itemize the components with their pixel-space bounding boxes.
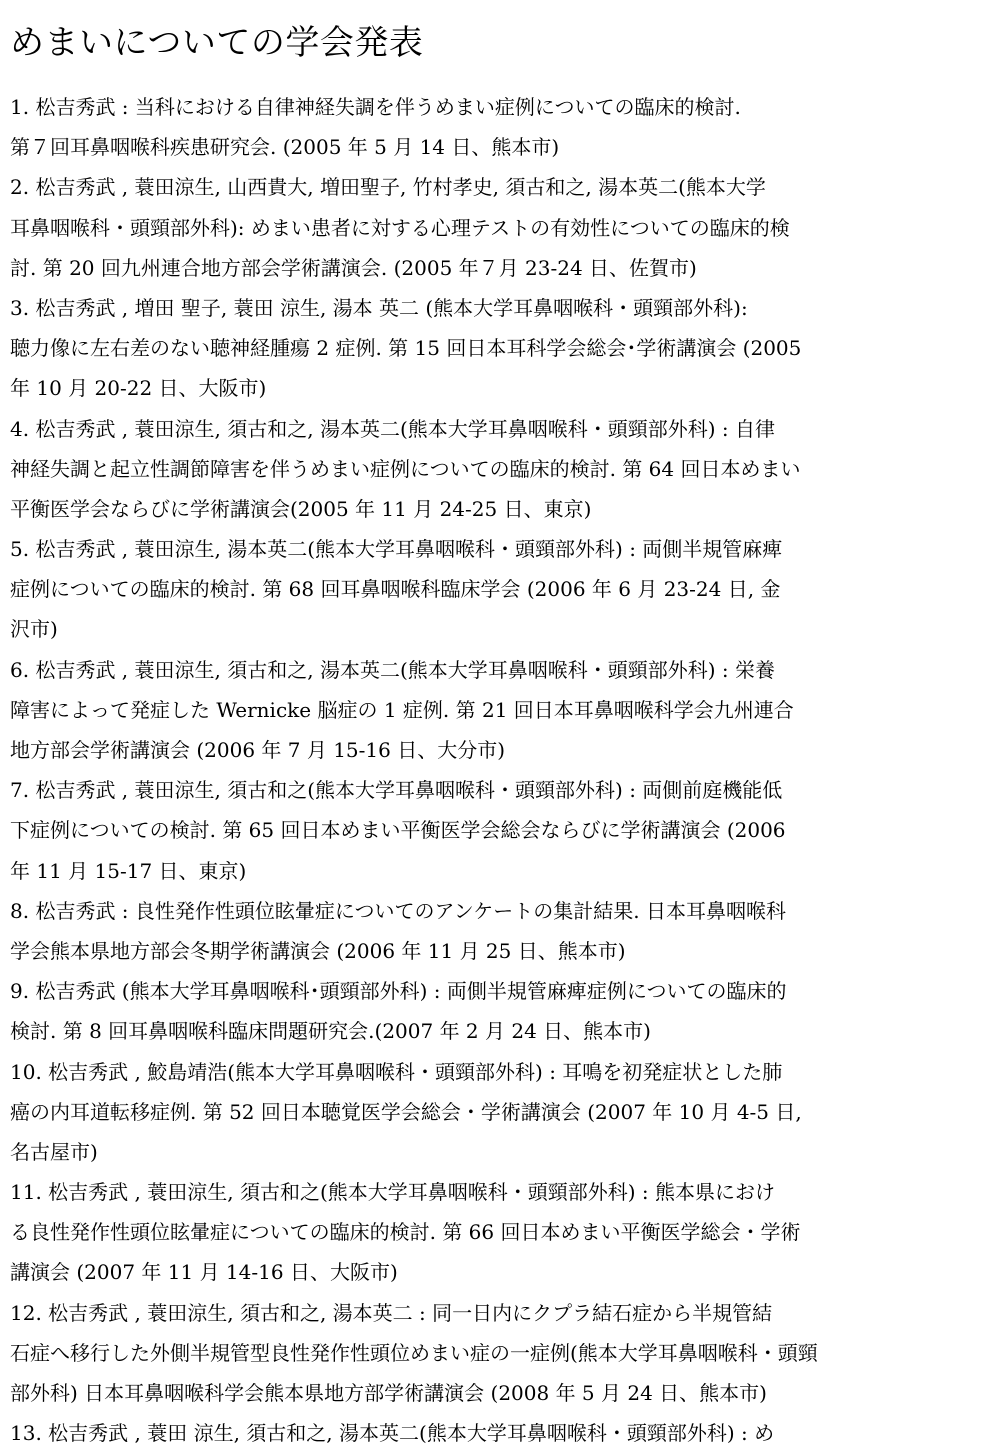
text-line: 6. 松吉秀武 , 蓑田涼生, 須古和之, 湯本英二(熊本大学耳鼻咽喉科・頭頸部外科) : 栄養: [10, 657, 775, 682]
text-line: 平衡医学会ならびに学術講演会(2005 年 11 月 24-25 日、東京): [10, 496, 592, 521]
text-line: 12. 松吉秀武 , 蓑田涼生, 須古和之, 湯本英二 : 同一日内にクプラ結石症から半規管結: [10, 1300, 773, 1325]
text-line: 石症へ移行した外側半規管型良性発作性頭位めまい症の一症例(熊本大学耳鼻咽喉科・頭頸: [10, 1340, 818, 1365]
text-line: 部外科) 日本耳鼻咽喉科学会熊本県地方部学術講演会 (2008 年 5 月 24 日、熊本市): [10, 1381, 767, 1405]
page-title: めまいについての学会発表: [10, 23, 424, 63]
text-line: 3. 松吉秀武 , 増田 聖子, 蓑田 涼生, 湯本 英二 (熊本大学耳鼻咽喉科・頭頸部外科):: [10, 295, 748, 320]
text-line: 4. 松吉秀武 , 蓑田涼生, 須古和之, 湯本英二(熊本大学耳鼻咽喉科・頭頸部外科) : 自律: [10, 416, 775, 441]
text-line: 11. 松吉秀武 , 蓑田涼生, 須古和之(熊本大学耳鼻咽喉科・頭頸部外科) : 熊本県におけ: [10, 1180, 776, 1205]
text-line: 10. 松吉秀武 , 鮫島靖浩(熊本大学耳鼻咽喉科・頭頸部外科) : 耳鳴を初発症状とした肺: [10, 1059, 783, 1084]
text-line: 神経失調と起立性調節障害を伴うめまい症例についての臨床的検討. 第 64 回日本めまい: [10, 456, 801, 481]
text-line: 8. 松吉秀武 : 良性発作性頭位眩暈症についてのアンケートの集計結果. 日本耳鼻咽喉科: [10, 898, 787, 923]
text-line: 5. 松吉秀武 , 蓑田涼生, 湯本英二(熊本大学耳鼻咽喉科・頭頸部外科) : 両側半規管麻痺: [10, 537, 783, 562]
text-line: 名古屋市): [10, 1139, 98, 1164]
text-line: 障害によって発症した Wernicke 脳症の 1 症例. 第 21 回日本耳鼻咽喉科学会九州連合: [10, 697, 794, 722]
text-line: 1. 松吉秀武 : 当科における自律神経失調を伴うめまい症例についての臨床的検討.: [10, 95, 741, 119]
text-line: 討. 第 20 回九州連合地方部会学術講演会. (2005 年７月 23-24 日、佐賀市): [10, 255, 697, 280]
text-line: 9. 松吉秀武 (熊本大学耳鼻咽喉科･頭頸部外科) : 両側半規管麻痺症例についての臨床的: [10, 979, 787, 1004]
text-line: 検討. 第 8 回耳鼻咽喉科臨床問題研究会.(2007 年 2 月 24 日、熊本市): [10, 1019, 651, 1044]
text-line: 耳鼻咽喉科・頭頸部外科): めまい患者に対する心理テストの有効性についての臨床的検: [10, 215, 790, 240]
text-line: 13. 松吉秀武 , 蓑田 涼生, 須古和之, 湯本英二(熊本大学耳鼻咽喉科・頭頸部外科) : め: [10, 1421, 775, 1446]
text-line: 7. 松吉秀武 , 蓑田涼生, 須古和之(熊本大学耳鼻咽喉科・頭頸部外科) : 両側前庭機能低: [10, 778, 783, 803]
text-line: 第７回耳鼻咽喉科疾患研究会. (2005 年 5 月 14 日、熊本市): [10, 135, 560, 160]
text-line: る良性発作性頭位眩暈症についての臨床的検討. 第 66 回日本めまい平衡医学総会・学術: [10, 1220, 801, 1245]
text-line: 癌の内耳道転移症例. 第 52 回日本聴覚医学会総会・学術講演会 (2007 年 10 月 4-5 日,: [10, 1099, 802, 1124]
text-line: 下症例についての検討. 第 65 回日本めまい平衡医学会総会ならびに学術講演会 (2006: [10, 818, 786, 843]
text-line: 年 10 月 20-22 日、大阪市): [10, 376, 267, 401]
presentation-list: [10, 87, 990, 1447]
text-line: 学会熊本県地方部会冬期学術講演会 (2006 年 11 月 25 日、熊本市): [10, 938, 626, 963]
text-line: 講演会 (2007 年 11 月 14-16 日、大阪市): [10, 1260, 398, 1285]
text-line: 沢市): [10, 617, 58, 642]
text-line: 地方部会学術講演会 (2006 年 7 月 15-16 日、大分市): [10, 738, 506, 762]
text-line: 聴力像に左右差のない聴神経腫瘍 2 症例. 第 15 回日本耳科学会総会･学術講演会 (2005: [10, 336, 802, 361]
text-line: 年 11 月 15-17 日、東京): [10, 858, 247, 883]
text-line: 症例についての臨床的検討. 第 68 回耳鼻咽喉科臨床学会 (2006 年 6 月 23-24 日, 金: [10, 577, 781, 602]
text-line: 2. 松吉秀武 , 蓑田涼生, 山西貴大, 増田聖子, 竹村孝史, 須古和之, 湯本英二(熊本大学: [10, 175, 766, 200]
